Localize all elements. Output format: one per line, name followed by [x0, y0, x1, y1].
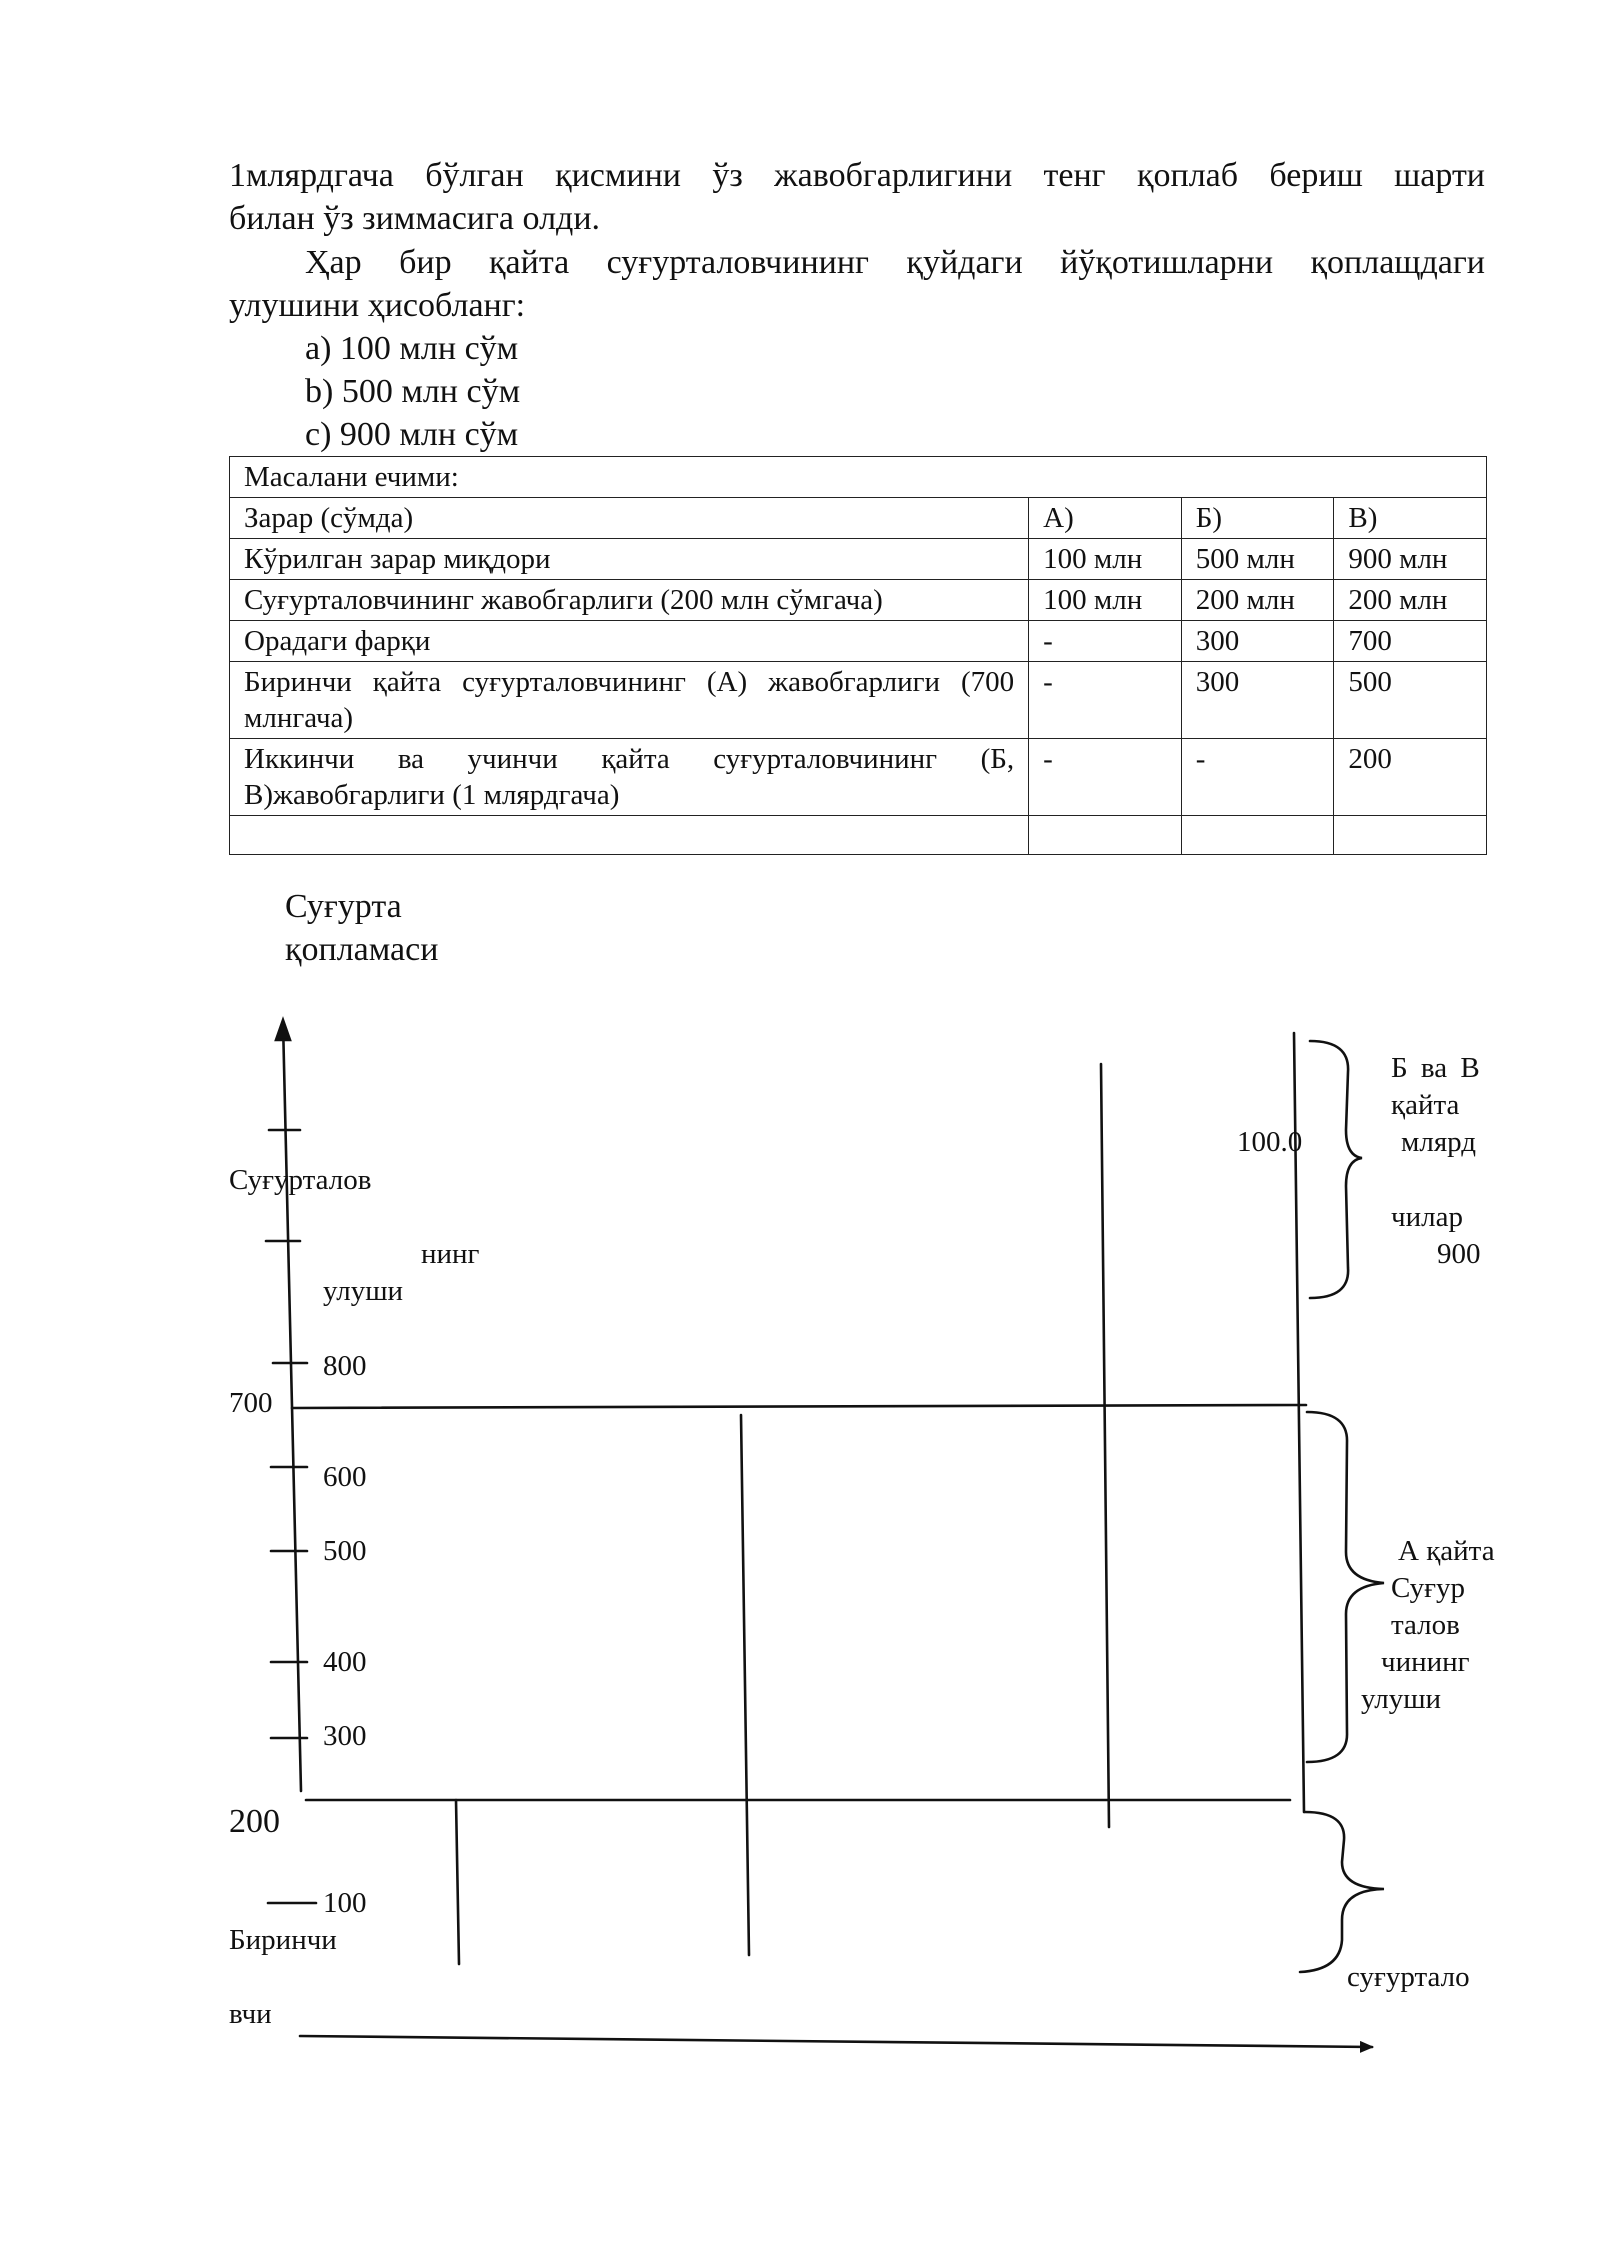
loss-line-100 — [456, 1800, 459, 1964]
y-axis — [283, 1022, 301, 1791]
table-cell: 500 млн — [1181, 539, 1334, 580]
table-cell: - — [1029, 662, 1182, 739]
tick-label-300: 300 — [323, 1720, 367, 1752]
right-top-label-line-1: Б ва В — [1391, 1052, 1480, 1084]
table-cell: Орадаги фарқи — [230, 621, 1029, 662]
table-header-cell: Б) — [1181, 498, 1334, 539]
tick-label-100: 100 — [323, 1887, 367, 1919]
right-middle-label-line-5: улуши — [1361, 1683, 1442, 1715]
right-middle-label-line-4: чининг — [1381, 1646, 1470, 1678]
table-header-cell: Зарар (сўмда) — [230, 498, 1029, 539]
right-middle-label-line-2: Суғур — [1391, 1572, 1466, 1604]
y-axis-arrowhead — [276, 1020, 290, 1040]
tick-label-700: 700 — [229, 1387, 273, 1419]
paragraph-1-line-1: 1млярдгача бўлган қисмини ўз жавобгарлигини тенг қоплаб бериш шарти — [229, 157, 1485, 194]
table-cell: - — [1029, 621, 1182, 662]
tick-label-600: 600 — [323, 1461, 367, 1493]
layer-line-700 — [292, 1405, 1306, 1408]
bottom-label-line-2: вчи — [229, 1998, 272, 2030]
tick-label-200: 200 — [229, 1803, 280, 1840]
right-bottom-label: суғуртало — [1347, 1961, 1470, 1993]
table-cell: 900 млн — [1334, 539, 1487, 580]
loss-line-900 — [1101, 1064, 1109, 1827]
paragraph-1-line-2: билан ўз зиммасига олди. — [229, 200, 601, 237]
bottom-label-line-1: Биринчи — [229, 1924, 337, 1956]
table-cell: 200 млн — [1181, 580, 1334, 621]
brace-top — [1310, 1041, 1362, 1298]
table-cell: Кўрилган зарар миқдори — [230, 539, 1029, 580]
right-top-label-line-2: қайта — [1391, 1089, 1460, 1121]
y-axis-title-line-2: қопламаси — [285, 931, 439, 968]
table-cell: - — [1029, 739, 1182, 816]
table-header-cell: А) — [1029, 498, 1182, 539]
tick-label-800: 800 — [323, 1350, 367, 1382]
right-middle-label-line-3: талов — [1391, 1609, 1460, 1641]
table-cell: 500 — [1334, 662, 1487, 739]
tick-label-400: 400 — [323, 1646, 367, 1678]
table-cell: Иккинчи ва учинчи қайта суғурталовчининг (Б, В)жавобгарлиги (1 млярдгача) — [230, 739, 1029, 816]
y-axis-title-line-1: Суғурта — [285, 888, 402, 925]
table-caption: Масалани ечими: — [230, 457, 1487, 498]
right-middle-label-line-1: А қайта — [1398, 1535, 1495, 1567]
table-cell: 700 — [1334, 621, 1487, 662]
table-cell: Суғурталовчининг жавобгарлиги (200 млн сўмгача) — [230, 580, 1029, 621]
right-top-label-line-3: млярд — [1401, 1126, 1477, 1158]
table-cell: 300 — [1181, 662, 1334, 739]
table-cell: - — [1181, 739, 1334, 816]
top-value-label: 100.0 — [1237, 1126, 1303, 1158]
list-item-c: c) 900 млн сўм — [305, 416, 519, 453]
table-cell: 300 — [1181, 621, 1334, 662]
tick-label-500: 500 — [323, 1535, 367, 1567]
paragraph-2-line-1: Ҳар бир қайта суғурталовчининг қуйдаги йўқотишларни қоплащдаги — [305, 244, 1485, 281]
table-cell: Биринчи қайта суғурталовчининг (А) жавобгарлиги (700 млнгача) — [230, 662, 1029, 739]
right-top-label-line-4: чилар — [1391, 1201, 1463, 1233]
table-cell: 100 млн — [1029, 580, 1182, 621]
paragraph-2-line-2: улушини ҳисобланг: — [229, 287, 526, 324]
table-cell: 200 — [1334, 739, 1487, 816]
table-cell: 200 млн — [1334, 580, 1487, 621]
list-item-a: a) 100 млн сўм — [305, 330, 519, 367]
list-item-b: b) 500 млн сўм — [305, 373, 521, 410]
brace-bottom — [1300, 1812, 1384, 1972]
left-label-line-2: нинг — [421, 1238, 480, 1270]
x-axis — [300, 2036, 1372, 2047]
left-label-line-3: улуши — [323, 1275, 404, 1307]
right-top-label-line-5: 900 — [1437, 1238, 1481, 1270]
left-label-line-1: Суғурталов — [229, 1164, 372, 1196]
table-cell: 100 млн — [1029, 539, 1182, 580]
loss-line-500 — [741, 1415, 749, 1955]
table-header-cell: В) — [1334, 498, 1487, 539]
